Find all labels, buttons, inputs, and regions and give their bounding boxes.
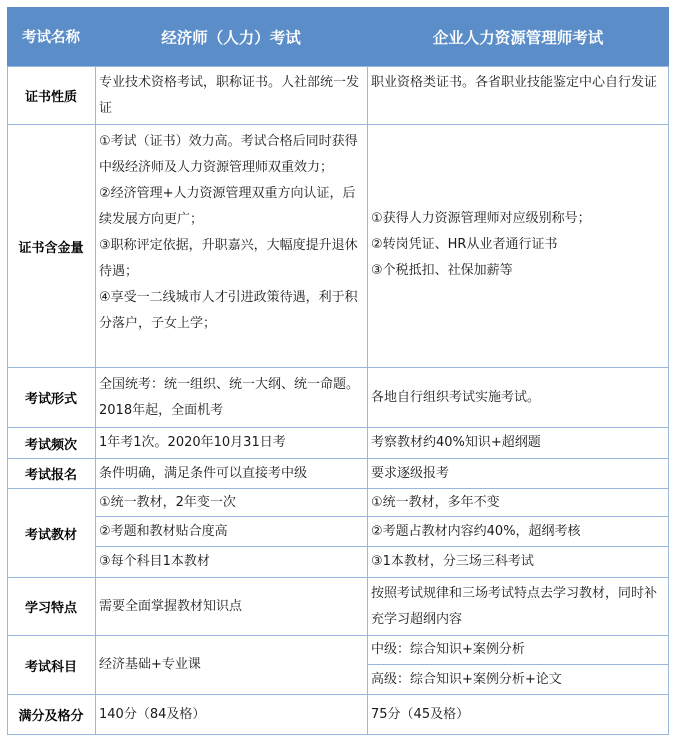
- cert-value-economist-item-3: ③职称评定依据，升职嘉兴，大幅度提升退休待遇；: [99, 238, 358, 279]
- cert-value-economist-item-4: ④享受一二线城市人才引进政策待遇，利于积分落户，子女上学；: [99, 290, 358, 331]
- row-label-cert-nature: 证书性质: [24, 90, 77, 105]
- cell-textbook-hr-1: ①统一教材，多年不变: [371, 494, 500, 510]
- cell-score-hr: 75分（45及格）: [371, 706, 470, 722]
- cell-exam-frequency-hr: 考察教材约40%知识+超纲题: [371, 435, 541, 450]
- row-label-exam-frequency: 考试频次: [24, 437, 77, 453]
- cert-value-economist-item-2: ②经济管理+人力资源管理双重方向认证，后续发展方向更广；: [99, 186, 356, 227]
- row-label-exam-subjects: 考试科目: [24, 659, 77, 675]
- cert-value-economist-item-1: ①考试（证书）效力高。考试合格后同时获得中级经济师及人力资源管理师双重效力；: [99, 134, 358, 175]
- row-label-full-pass-score: 满分及格分: [18, 709, 84, 724]
- row-label-exam-registration: 考试报名: [24, 468, 77, 483]
- row-label-exam-textbook: 考试教材: [24, 527, 77, 543]
- cert-value-hr-item-3: ③个税抵扣、社保加薪等: [371, 263, 513, 278]
- cell-exam-subjects-hr-mid: 中级：综合知识+案例分析: [371, 642, 525, 657]
- cell-exam-subjects-hr-senior: 高级：综合知识+案例分析+论文: [371, 671, 562, 687]
- cell-score-economist: 140分（84及格）: [99, 706, 206, 722]
- cell-cert-value-economist: [96, 129, 367, 337]
- cell-textbook-economist-2: ②考题和教材贴合度高: [99, 523, 228, 539]
- cell-textbook-economist-3: ③每个科目1本教材: [99, 554, 210, 569]
- header-exam-name: 考试名称: [7, 7, 95, 66]
- row-label-cert-value: 证书含金量: [18, 240, 84, 256]
- cell-exam-registration-hr: 要求逐级报考: [371, 465, 450, 481]
- cell-cert-nature-hr: 职业资格类证书。各省职业技能鉴定中心自行发证: [371, 75, 658, 90]
- cell-exam-format-economist: 全国统考：统一组织、统一大纲、统一命题。2018年起，全面机考: [99, 377, 360, 418]
- cell-study-features-economist: 需要全面掌握教材知识点: [99, 598, 243, 614]
- cell-exam-format-hr: 各地自行组织考试实施考试。: [371, 389, 541, 405]
- cert-value-hr-item-1: ①获得人力资源管理师对应级别称号；: [371, 211, 591, 226]
- cell-study-features-hr: 按照考试规律和三场考试特点去学习教材，同时补充学习超纲内容: [371, 586, 658, 627]
- header-economist-exam: 经济师（人力）考试: [95, 7, 367, 66]
- cell-cert-nature-economist: 专业技术资格考试，职称证书。人社部统一发证: [99, 75, 360, 116]
- row-label-study-features: 学习特点: [24, 601, 77, 616]
- cell-textbook-hr-2: ②考题占教材内容约40%，超纲考核: [371, 523, 581, 539]
- cell-exam-frequency-economist: 1年考1次。2020年10月31日考: [99, 435, 286, 450]
- cell-textbook-hr-3: ③1本教材，分三场三科考试: [371, 554, 534, 569]
- cell-exam-registration-economist: 条件明确，满足条件可以直接考中级: [99, 465, 308, 481]
- header-hr-manager-exam: 企业人力资源管理师考试: [367, 7, 669, 66]
- cert-value-hr-item-2: ②转岗凭证、HR从业者通行证书: [371, 237, 558, 252]
- cell-cert-value-hr: [368, 206, 668, 284]
- row-label-exam-format: 考试形式: [24, 392, 77, 407]
- cell-textbook-economist-1: ①统一教材，2年变一次: [99, 494, 236, 510]
- cell-exam-subjects-economist: 经济基础+专业课: [99, 657, 201, 672]
